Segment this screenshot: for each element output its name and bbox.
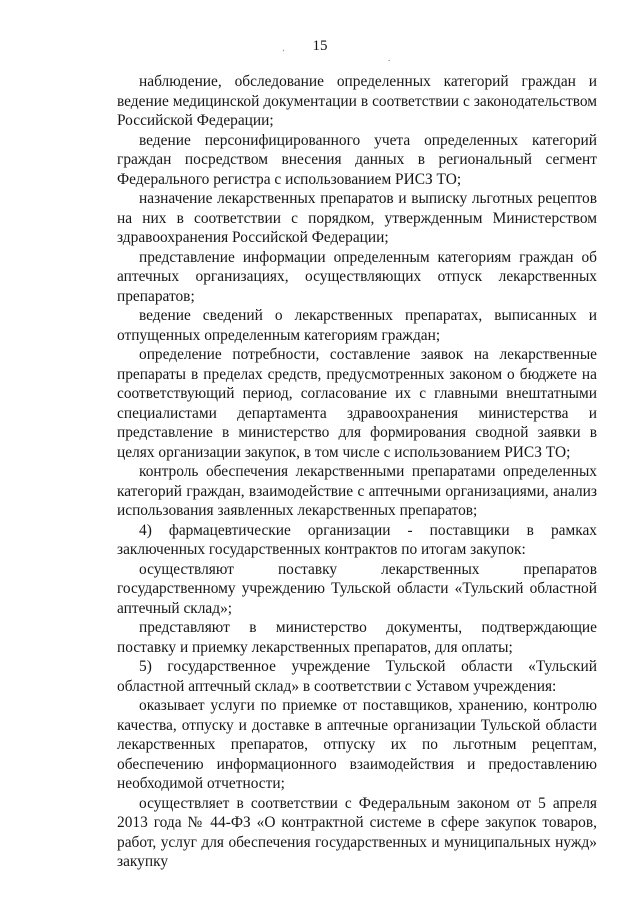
scan-mark-right: . bbox=[388, 53, 391, 63]
paragraph: осуществляет в соответствии с Федеральным законом от 5 апреля 2013 года № 44-ФЗ «О контрактной системе в сфере закупок товаров, работ, услуг для обеспечения государственных и муниципальных нужд» закупку bbox=[117, 794, 597, 870]
scan-mark-left: ´ bbox=[281, 47, 288, 59]
paragraph: оказывает услуги по приемке от поставщиков, хранению, контролю качества, отпуску и доставке в аптечные организации Тульской области лекарственных препаратов, отпуску их по льготным рецептам, обеспечению информационного взаимодействия и предоставлению необходимой отчетности; bbox=[117, 697, 597, 792]
paragraph: 4) фармацевтические организации - поставщики в рамках заключенных государственных контрактов по итогам закупок: bbox=[117, 521, 597, 558]
paragraph: представление информации определенным категориям граждан об аптечных организациях, осуществляющих отпуск лекарственных препаратов; bbox=[117, 248, 597, 305]
document-body bbox=[117, 72, 597, 872]
paragraph: назначение лекарственных препаратов и выписку льготных рецептов на них в соответствии с порядком, утвержденным Министерством здравоохранения Российской Федерации; bbox=[117, 190, 597, 246]
paragraph: ведение сведений о лекарственных препаратах, выписанных и отпущенных определенным категориям граждан; bbox=[117, 307, 597, 344]
paragraph: 5) государственное учреждение Тульской области «Тульский областной аптечный склад» в соответствии с Уставом учреждения: bbox=[117, 658, 597, 695]
paragraph: ведение персонифицированного учета определенных категорий граждан посредством внесения данных в региональный сегмент Федерального регистра с использованием РИСЗ ТО; bbox=[117, 131, 597, 188]
paragraph: представляют в министерство документы, подтверждающие поставку и приемку лекарственных препаратов, для оплаты; bbox=[117, 619, 597, 656]
paragraph: наблюдение, обследование определенных категорий граждан и ведение медицинской документации в соответствии с законодательством Российской Федерации; bbox=[117, 73, 597, 129]
paragraph: определение потребности, составление заявок на лекарственные препараты в пределах средств, предусмотренных законом о бюджете на соответствующий период, согласование их с главными внештатными специалистами департамента здравоохранения министерства и представление в министерство для формирования сводной заявки в целях организации закупок, в том числе с использованием РИСЗ ТО; bbox=[117, 346, 597, 461]
paragraph: контроль обеспечения лекарственными препаратами определенных категорий граждан, взаимодействие с аптечными организациями, анализ использования заявленных лекарственных препаратов; bbox=[117, 463, 597, 519]
paragraph: осуществляют поставку лекарственных препаратов государственному учреждению Тульской области «Тульский областной аптечный склад»; bbox=[117, 560, 597, 617]
page-number: 15 bbox=[312, 38, 328, 54]
